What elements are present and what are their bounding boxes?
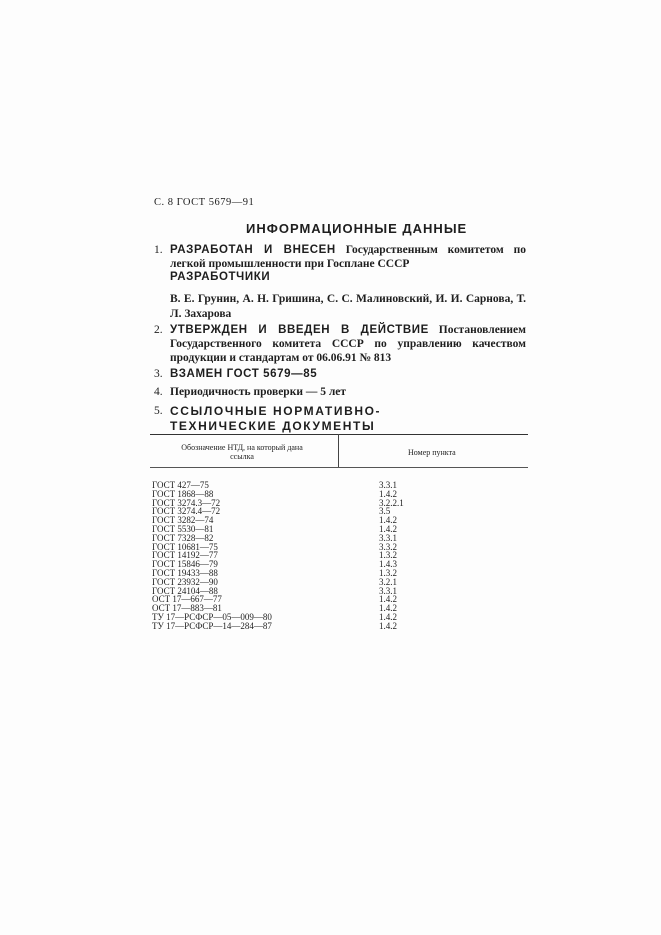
item-caps: ССЫЛОЧНЫЕ НОРМАТИВНО-ТЕХНИЧЕСКИЕ ДОКУМЕНТЫ	[170, 404, 382, 433]
table-cell-document: ГОСТ 7328—82	[152, 532, 214, 543]
table-cell-clause: 1.4.2	[379, 620, 397, 631]
developers-heading: РАЗРАБОТЧИКИ	[170, 271, 271, 283]
table-cell-clause: 3.2.2.1	[379, 497, 404, 508]
info-item-4	[154, 385, 526, 399]
table-cell-document: ГОСТ 3274.3—72	[152, 497, 221, 508]
table-cell-document: ГОСТ 14192—77	[152, 550, 218, 561]
item-caps: УТВЕРЖДЕН И ВВЕДЕН В ДЕЙСТВИЕ	[170, 324, 429, 336]
table-cell-clause: 1.3.2	[379, 567, 397, 578]
table-column-divider	[338, 434, 339, 467]
table-cell-clause: 3.3.1	[379, 480, 397, 490]
table-cell-document: ТУ 17—РСФСР—14—284—87	[152, 620, 272, 631]
developers-list: В. Е. Грунин, А. Н. Гришина, С. С. Малиновский, И. И. Сарнова, Т. Л. Захарова	[170, 293, 526, 320]
item-number: 2.	[154, 324, 163, 336]
table-header-rule	[150, 467, 528, 468]
table-cell-document: ГОСТ 10681—75	[152, 541, 218, 552]
table-cell-document: ГОСТ 23932—90	[152, 576, 218, 587]
table-row	[150, 622, 528, 631]
table-cell-clause: 1.4.2	[379, 611, 397, 622]
table-cell-document: ГОСТ 1868—88	[152, 488, 214, 499]
table-cell-document: ОСТ 17—883—81	[152, 603, 222, 614]
table-cell-document: ТУ 17—РСФСР—05—009—80	[152, 611, 272, 622]
item-caps: РАЗРАБОТАН И ВНЕСЕН	[170, 244, 336, 256]
table-cell-document: ГОСТ 19433—88	[152, 567, 218, 578]
item-text: Постановлением Государственного комитета СССР по управлению качеством продукции и стандартам от 06.06.91 № 813	[170, 324, 526, 364]
table-top-rule	[150, 434, 528, 435]
table-header-clause: Номер пункта	[408, 448, 456, 457]
table-cell-clause: 1.4.3	[379, 559, 397, 570]
item-number: 4.	[154, 386, 163, 398]
table-cell-document: ГОСТ 427—75	[152, 480, 209, 490]
info-item-5	[154, 404, 526, 434]
item-text: Периодичность проверки — 5 лет	[170, 386, 347, 398]
table-cell-clause: 1.4.2	[379, 594, 397, 605]
table-cell-clause: 3.3.2	[379, 541, 397, 552]
item-text: Государственным комитетом по легкой промышленности при Госплане СССР	[170, 244, 526, 270]
info-item-1	[154, 243, 526, 271]
table-cell-clause: 1.4.2	[379, 488, 397, 499]
table-cell-document: ГОСТ 15846—79	[152, 559, 218, 570]
item-number: 5.	[154, 405, 163, 417]
table-header-document: Обозначение НТД, на который дана ссылка	[181, 443, 303, 461]
item-caps: ВЗАМЕН ГОСТ 5679—85	[170, 368, 318, 380]
table-cell-document: ГОСТ 5530—81	[152, 523, 214, 534]
table-cell-clause: 3.3.1	[379, 532, 397, 543]
section-title: ИНФОРМАЦИОННЫЕ ДАННЫЕ	[246, 221, 468, 236]
table-cell-clause: 3.5	[379, 506, 391, 517]
page-header: С. 8 ГОСТ 5679—91	[154, 197, 255, 208]
table-cell-document: ГОСТ 3274.4—72	[152, 506, 221, 517]
table-cell-clause: 3.2.1	[379, 576, 397, 587]
item-number: 3.	[154, 368, 163, 380]
item-number: 1.	[154, 244, 163, 256]
table-cell-clause: 1.3.2	[379, 550, 397, 561]
info-item-3	[154, 367, 526, 381]
table-cell-clause: 3.3.1	[379, 585, 397, 596]
table-body	[150, 481, 528, 631]
table-cell-document: ОСТ 17—667—77	[152, 594, 222, 605]
info-item-2	[154, 323, 526, 365]
table-cell-document: ГОСТ 24104—88	[152, 585, 218, 596]
table-cell-clause: 1.4.2	[379, 523, 397, 534]
table-cell-document: ГОСТ 3282—74	[152, 515, 214, 526]
table-cell-clause: 1.4.2	[379, 515, 397, 526]
table-cell-clause: 1.4.2	[379, 603, 397, 614]
